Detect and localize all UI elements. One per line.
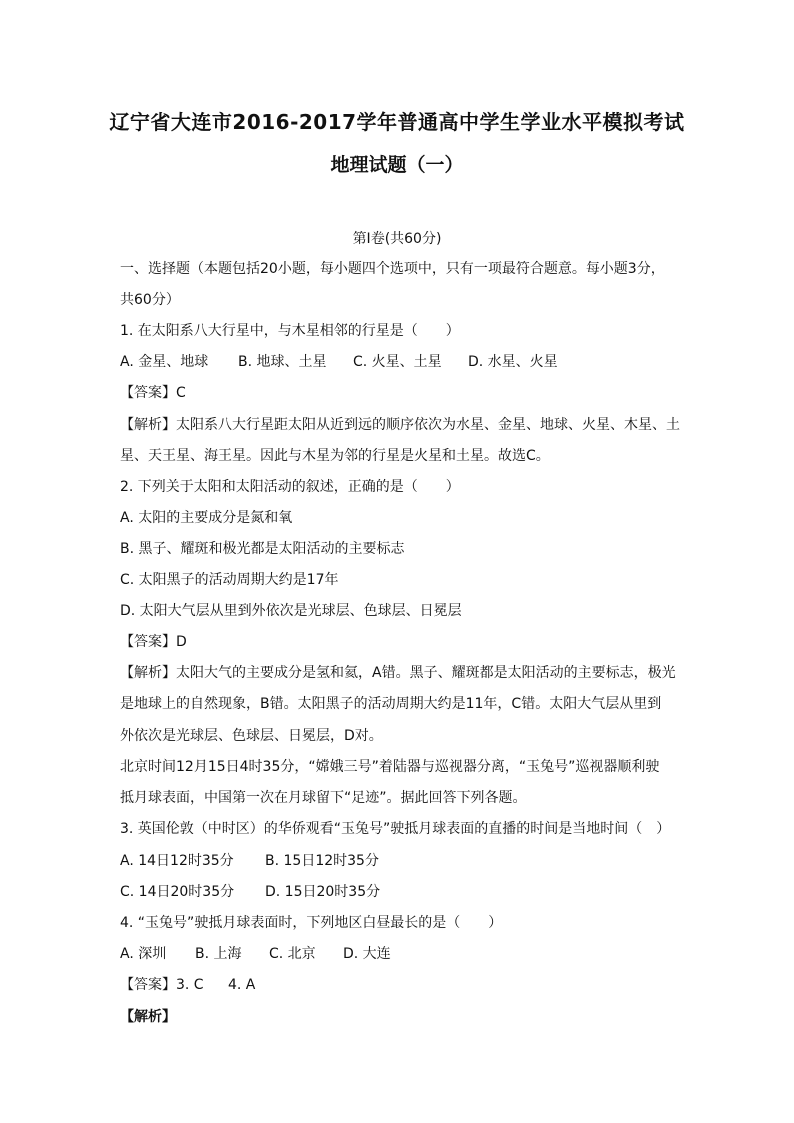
passage-line-1: 北京时间12月15日4时35分，“嫦娥三号”着陆器与巡视器分离，“玉兔号”巡视器顺利驶 (120, 759, 660, 775)
question-3-stem: 3. 英国伦敦（中时区）的华侨观看“玉兔号”驶抵月球表面的直播的时间是当地时间（ ） (120, 821, 671, 837)
section-title: 第Ⅰ卷(共60分) (352, 231, 442, 247)
question-3-option-d: D. 15日20时35分 (265, 884, 381, 900)
question-1-options (120, 353, 680, 371)
question-4-options (120, 945, 680, 963)
answer-3-value: 3. C (176, 977, 204, 993)
question-4-option-c: C. 北京 (269, 946, 316, 962)
question-2-option-b: B. 黑子、耀斑和极光都是太阳活动的主要标志 (120, 541, 405, 557)
analysis-label: 【解析】 (120, 417, 176, 433)
answer-value: C (176, 385, 186, 401)
answer-value: D (176, 634, 187, 650)
question-3-4-answer (120, 976, 680, 994)
question-2-analysis-line-1 (120, 664, 680, 682)
analysis-text: 太阳大气的主要成分是氢和氦，A错。黑子、耀斑都是太阳活动的主要标志，极光 (176, 665, 676, 681)
document-subtitle: 地理试题（一） (330, 154, 464, 176)
question-2-option-d: D. 太阳大气层从里到外依次是光球层、色球层、日冕层 (120, 603, 462, 619)
question-1-answer (120, 384, 680, 402)
question-1-analysis-line-1 (120, 416, 680, 434)
question-2-stem: 2. 下列关于太阳和太阳活动的叙述，正确的是（ ） (120, 479, 460, 495)
question-3-option-b: B. 15日12时35分 (265, 853, 379, 869)
passage-line-2: 抵月球表面，中国第一次在月球留下“足迹”。据此回答下列各题。 (120, 790, 527, 806)
question-2-answer (120, 633, 680, 651)
analysis-text: 太阳系八大行星距太阳从近到远的顺序依次为水星、金星、地球、火星、木星、土 (176, 417, 680, 433)
question-2-analysis-line-3: 外依次是光球层、色球层、日冕层，D对。 (120, 728, 383, 744)
question-1-option-d: D. 水星、火星 (468, 354, 558, 370)
answer-4-value: 4. A (228, 977, 256, 993)
question-4-option-b: B. 上海 (195, 946, 242, 962)
question-2-option-c: C. 太阳黑子的活动周期大约是17年 (120, 572, 339, 588)
question-1-option-a: A. 金星、地球 (120, 354, 209, 370)
question-2-analysis-line-2: 是地球上的自然现象，B错。太阳黑子的活动周期大约是11年，C错。太阳大气层从里到 (120, 696, 662, 712)
question-3-4-analysis-label: 【解析】 (120, 1009, 176, 1025)
part-heading-line-2: 共60分） (120, 292, 180, 308)
answer-label: 【答案】 (120, 977, 176, 993)
question-1-option-c: C. 火星、土星 (353, 354, 442, 370)
question-3-option-c: C. 14日20时35分 (120, 884, 235, 900)
question-1-analysis-line-2: 星、天王星、海王星。因此与木星为邻的行星是火星和土星。故选C。 (120, 448, 550, 464)
question-3-options-row-2 (120, 883, 680, 901)
question-1-option-b: B. 地球、土星 (238, 354, 327, 370)
question-4-stem: 4. “玉兔号”驶抵月球表面时，下列地区白昼最长的是（ ） (120, 915, 503, 931)
answer-label: 【答案】 (120, 385, 176, 401)
part-heading-line-1: 一、选择题（本题包括20小题，每小题四个选项中，只有一项最符合题意。每小题3分， (120, 261, 665, 277)
answer-label: 【答案】 (120, 634, 176, 650)
document-title: 辽宁省大连市2016-2017学年普通高中学生学业水平模拟考试 (109, 110, 685, 134)
question-4-option-a: A. 深圳 (120, 946, 167, 962)
question-2-option-a: A. 太阳的主要成分是氮和氧 (120, 510, 293, 526)
question-3-options-row-1 (120, 852, 680, 870)
question-4-option-d: D. 大连 (343, 946, 391, 962)
analysis-label: 【解析】 (120, 665, 176, 681)
question-1-stem: 1. 在太阳系八大行星中，与木星相邻的行星是（ ） (120, 323, 460, 339)
question-3-option-a: A. 14日12时35分 (120, 853, 234, 869)
